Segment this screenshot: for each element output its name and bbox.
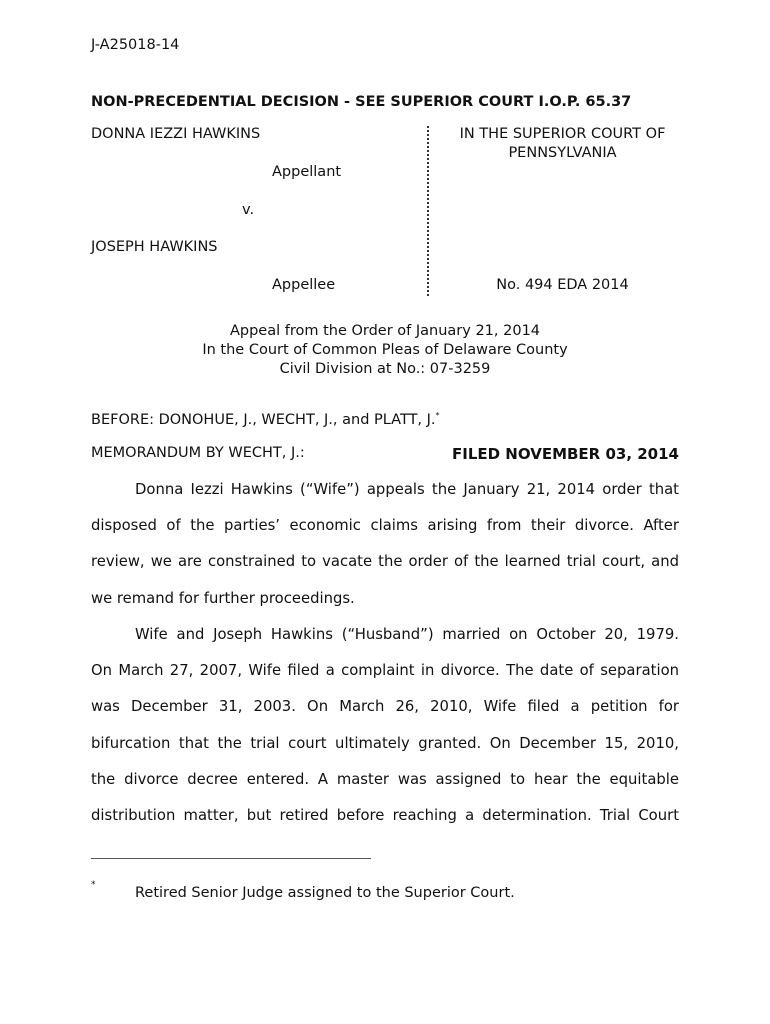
court-name-line1: IN THE SUPERIOR COURT OF xyxy=(459,126,666,142)
panel-judges: BEFORE: DONOHUE, J., WECHT, J., and PLATT, J. xyxy=(91,411,436,428)
versus-label: v. xyxy=(242,202,255,218)
appeal-line-1: Appeal from the Order of January 21, 2014 xyxy=(229,323,541,339)
docket-id: J-A25018-14 xyxy=(91,37,180,53)
appeal-line-3: Civil Division at No.: 07-3259 xyxy=(279,361,491,377)
appellant-name: DONNA IEZZI HAWKINS xyxy=(91,126,261,142)
filed-date: FILED NOVEMBER 03, 2014 xyxy=(452,445,679,463)
body-line-4: we remand for further proceedings. xyxy=(91,590,355,607)
body-line-7: was December 31, 2003. On March 26, 2010, Wife filed a petition for xyxy=(91,698,679,715)
body-line-5: Wife and Joseph Hawkins (“Husband”) married on October 20, 1979. xyxy=(135,626,679,643)
appellee-role: Appellee xyxy=(272,277,336,293)
body-line-3: review, we are constrained to vacate the order of the learned trial court, and xyxy=(91,553,679,570)
caption-divider xyxy=(427,126,429,296)
body-line-9: the divorce decree entered. A master was assigned to hear the equitable xyxy=(91,771,679,788)
panel-line xyxy=(91,411,440,428)
footnote-text: Retired Senior Judge assigned to the Superior Court. xyxy=(135,885,515,901)
appellant-role: Appellant xyxy=(272,164,342,180)
appellee-name: JOSEPH HAWKINS xyxy=(91,239,218,255)
non-precedential-notice: NON-PRECEDENTIAL DECISION - SEE SUPERIOR COURT I.O.P. 65.37 xyxy=(91,94,632,110)
body-line-1: Donna Iezzi Hawkins (“Wife”) appeals the January 21, 2014 order that xyxy=(135,481,679,498)
footnote-ref-mark: * xyxy=(435,411,440,420)
body-line-8: bifurcation that the trial court ultimately granted. On December 15, 2010, xyxy=(91,735,679,752)
footnote-rule xyxy=(91,858,371,859)
appeal-line-2: In the Court of Common Pleas of Delaware County xyxy=(202,342,568,358)
case-number: No. 494 EDA 2014 xyxy=(496,277,629,293)
body-line-6: On March 27, 2007, Wife filed a complaint in divorce. The date of separation xyxy=(91,662,679,679)
body-line-10: distribution matter, but retired before reaching a determination. Trial Court xyxy=(91,807,679,824)
memorandum-author: MEMORANDUM BY WECHT, J.: xyxy=(91,445,305,461)
court-name-line2: PENNSYLVANIA xyxy=(508,145,617,161)
body-line-2: disposed of the parties’ economic claims arising from their divorce. After xyxy=(91,517,679,534)
footnote-mark: * xyxy=(91,880,96,890)
